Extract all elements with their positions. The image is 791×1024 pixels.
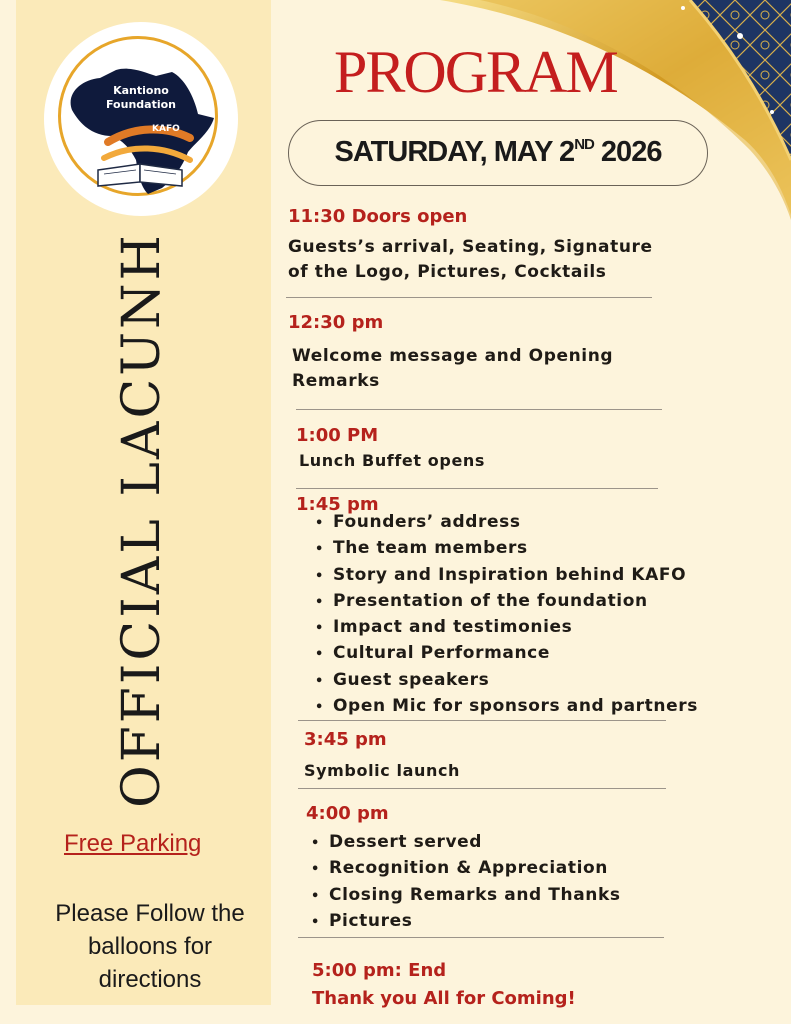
schedule-time: 3:45 pm bbox=[304, 729, 387, 750]
schedule-time: 12:30 pm bbox=[288, 312, 384, 333]
list-item: • The team members bbox=[315, 536, 698, 562]
schedule-description: Lunch Buffet opens bbox=[299, 451, 486, 470]
event-date bbox=[288, 120, 708, 186]
date-text: SATURDAY, MAY 2 bbox=[334, 136, 575, 168]
date-ordinal: ND bbox=[574, 136, 594, 153]
schedule-time: 1:45 pm bbox=[296, 494, 379, 515]
schedule-bullet-list bbox=[315, 510, 698, 720]
directions-note: Please Follow the balloons for directions bbox=[55, 900, 245, 993]
schedule-bullet-list bbox=[311, 830, 621, 935]
schedule-description: Guests’s arrival, Seating, Signature of the Logo, Pictures, Cocktails bbox=[288, 237, 653, 282]
list-item: • Presentation of the foundation bbox=[315, 589, 698, 615]
africa-map-icon bbox=[44, 22, 238, 216]
list-item: • Cultural Performance bbox=[315, 641, 698, 667]
list-item: • Dessert served bbox=[311, 830, 621, 856]
divider bbox=[298, 788, 666, 789]
schedule-time: 1:00 PM bbox=[296, 425, 379, 446]
schedule-time: 4:00 pm bbox=[306, 803, 389, 824]
list-item: • Guest speakers bbox=[315, 668, 698, 694]
list-item: • Pictures bbox=[311, 909, 621, 935]
logo-abbreviation: KAFO bbox=[152, 124, 180, 134]
list-item: • Impact and testimonies bbox=[315, 615, 698, 641]
schedule-time: 11:30 Doors open bbox=[288, 206, 468, 227]
divider bbox=[298, 720, 666, 721]
foundation-logo bbox=[44, 22, 238, 216]
divider bbox=[286, 297, 652, 298]
divider bbox=[298, 937, 664, 938]
vertical-event-title: OFFICIAL LACUNH bbox=[112, 232, 172, 808]
schedule-time: 5:00 pm: End bbox=[312, 960, 447, 981]
schedule-description: Welcome message and Opening Remarks bbox=[292, 346, 614, 391]
logo-name-line1: Kantiono bbox=[113, 84, 169, 97]
closing-message: Thank you All for Coming! bbox=[312, 988, 576, 1009]
list-item: • Recognition & Appreciation bbox=[311, 856, 621, 882]
list-item: • Open Mic for sponsors and partners bbox=[315, 694, 698, 720]
program-title: PROGRAM bbox=[334, 39, 617, 105]
list-item: • Story and Inspiration behind KAFO bbox=[315, 563, 698, 589]
logo-name-line2: Foundation bbox=[105, 98, 176, 111]
list-item: • Closing Remarks and Thanks bbox=[311, 883, 621, 909]
list-item: • Founders’ address bbox=[315, 510, 698, 536]
divider bbox=[296, 488, 658, 489]
schedule-description: Symbolic launch bbox=[304, 761, 461, 780]
free-parking-note: Free Parking bbox=[64, 830, 202, 857]
date-year: 2026 bbox=[593, 136, 662, 168]
divider bbox=[296, 409, 662, 410]
